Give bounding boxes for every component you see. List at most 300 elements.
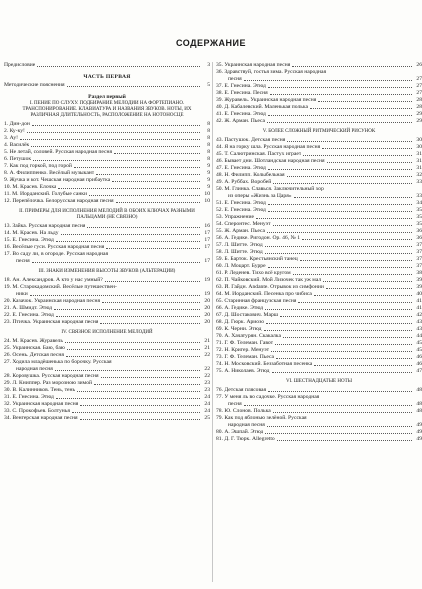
leader-dots [298, 302, 412, 303]
toc-entry [216, 256, 422, 263]
entry-title: 71. Г. Ф. Телеман. Гавот [216, 340, 274, 346]
entry-title: 81. Д. Г. Тюрк. Allegretto [216, 436, 275, 442]
entry-title: 18. Ан. Александров. А кто у нас умный? [4, 277, 103, 283]
entry-title: 29. Л. Книппер. Раз морозною зимой [4, 380, 93, 386]
entry-page: 22 [204, 352, 210, 358]
toc-entry [4, 312, 210, 319]
toc-entry [4, 142, 210, 149]
entry-page: 17 [204, 237, 210, 243]
entry-page: 23 [204, 387, 210, 393]
toc-list-iv [4, 338, 210, 422]
entry-title: 1. Дин-дон [4, 121, 30, 127]
entry-title: 72. Н. Кригер. Менуэт [216, 347, 270, 353]
leader-dots [56, 241, 200, 242]
leader-dots [94, 384, 200, 385]
toc-entry [4, 415, 210, 422]
leader-dots [65, 342, 200, 343]
toc-entry [216, 387, 422, 394]
entry-title: 32. Украинская народная песня [4, 401, 79, 407]
toc-entry [4, 170, 210, 177]
leader-dots [287, 176, 412, 177]
entry-page: 42 [416, 312, 422, 318]
toc-entry [4, 298, 210, 305]
entry-page: 17 [204, 244, 210, 250]
entry-title: 12. Перепёлочка. Белорусская народная песня [4, 198, 114, 204]
leader-dots [314, 295, 412, 296]
leader-dots [244, 405, 412, 406]
entry-title: 10. М. Красев. Ёлочка [4, 184, 57, 190]
leader-dots [268, 115, 412, 116]
chapter-heading-ii: II. ПРИМЕРЫ ДЛЯ ИСПОЛНЕНИЯ МЕЛОДИЙ В ОБОИХ КЛЮЧАХ РАЗНЫМИ ПАЛЬЦАМИ (НЕ СВЯЗНО) [19, 209, 195, 220]
toc-entry [4, 177, 210, 184]
entry-title: 78. Ю. Слонов. Полька [216, 408, 271, 414]
leader-dots [267, 232, 412, 233]
toc-entry [216, 291, 422, 298]
leader-dots [271, 351, 412, 352]
entry-page: 31 [416, 151, 422, 157]
leader-dots [264, 330, 413, 331]
toc-entry [4, 230, 210, 237]
leader-dots [326, 288, 412, 289]
entry-title: 20. Казачок. Украинская народная песня [4, 298, 101, 304]
entry-title: 6. Петушок [4, 156, 32, 162]
toc-entry [216, 69, 422, 76]
entry-page: 10 [204, 198, 210, 204]
entry-page: 9 [207, 170, 210, 176]
entry-page: 46 [416, 361, 422, 367]
entry-title: 5. Не летай, соловей. Русская народная песня [4, 149, 113, 155]
entry-title: 21. А. Шмидт. Этюд [4, 305, 52, 311]
part-heading: ЧАСТЬ ПЕРВАЯ [83, 74, 131, 80]
entry-page: 20 [204, 319, 210, 325]
toc-entry [216, 347, 422, 354]
leader-dots [80, 405, 200, 406]
entry-title: 13. Зайка. Русская народная песня [4, 223, 86, 229]
leader-dots [66, 356, 200, 357]
toc-entry [4, 319, 210, 326]
leader-dots [265, 433, 412, 434]
toc-left-column [4, 62, 210, 422]
entry-title: 23. Птичка. Украинская народная песня [4, 319, 99, 325]
entry-page: 37 [416, 242, 422, 248]
entry-page: 17 [204, 230, 210, 236]
toc-entry [216, 62, 422, 69]
leader-dots [101, 377, 200, 378]
leader-dots [293, 274, 412, 275]
entry-title: 58. Л. Шитте. Этюд [216, 249, 263, 255]
leader-dots [80, 419, 200, 420]
entry-page: 9 [207, 184, 210, 190]
entry-page: 48 [416, 387, 422, 393]
toc-entry [216, 333, 422, 340]
leader-dots [268, 204, 412, 205]
leader-dots [54, 309, 200, 310]
page-title: СОДЕРЖАНИЕ [175, 38, 247, 48]
entry-page: 40 [416, 291, 422, 297]
leader-dots [302, 239, 412, 240]
entry-page: 28 [416, 97, 422, 103]
toc-entry [216, 340, 422, 347]
toc-entry [216, 436, 422, 443]
leader-dots [100, 323, 200, 324]
chapter-heading-vi: VI. ШЕСТНАДЦАТЫЕ НОТЫ [285, 379, 353, 384]
entry-page: 22 [204, 366, 210, 372]
toc-entry [216, 228, 422, 235]
entry-title: 66. А. Гедике. Этюд [216, 305, 264, 311]
entry-title: народная песня [228, 422, 265, 428]
entry-page: 36 [416, 228, 422, 234]
leader-dots [268, 169, 412, 170]
entry-title: 19. М. Старокадомский. Весёлые путешествен- [4, 284, 117, 290]
toc-entry [216, 111, 422, 118]
leader-dots [67, 349, 200, 350]
toc-entry [216, 90, 422, 97]
toc-entry [4, 244, 210, 251]
toc-entry [4, 251, 210, 258]
entry-title: 80. А. Эшпай. Этюд [216, 429, 264, 435]
entry-title: 35. Украинская народная песня [216, 62, 291, 68]
entry-page: 20 [204, 298, 210, 304]
entry-page: 19 [204, 291, 210, 297]
entry-title: 67. Д. Шостакович. Марш [216, 312, 279, 318]
toc-entry [4, 345, 210, 352]
entry-page: 43 [416, 319, 422, 325]
toc-entry [4, 380, 210, 387]
leader-dots [33, 160, 200, 161]
leader-dots [56, 316, 200, 317]
entry-page: 27 [416, 76, 422, 82]
chapter-heading-i: I. ПЕНИЕ ПО СЛУХУ. ПОДБИРАНИЕ МЕЛОДИИ НА ФОРТЕПИАНО. ТРАНСПОНИРОВАНИЕ. КЛАВИАТУРА И НАЗВАНИЯ ЗВУКОВ. НОТЫ, ИХ РАЗЛИЧНАЯ ДЛИТЕЛЬНОСТЬ, РАСПОЛОЖЕНИЕ НА НОТОНОСЦЕ [22, 101, 192, 118]
toc-entry [216, 200, 422, 207]
entry-page: 9 [207, 163, 210, 169]
entry-title: 3. Ау! [4, 135, 19, 141]
leader-dots [268, 267, 412, 268]
toc-entry [216, 305, 422, 312]
entry-title: 57. Л. Шитте. Этюд [216, 242, 263, 248]
leader-dots [96, 174, 200, 175]
entry-page: 24 [204, 394, 210, 400]
leader-dots [32, 262, 200, 263]
entry-page: 24 [204, 401, 210, 407]
chapter-heading-iii: III. ЗНАКИ ИЗМЕНЕНИЯ ВЫСОТЫ ЗВУКОВ (АЛЬТЕРАЦИИ) [38, 269, 176, 274]
entry-title: 40. Д. Кабалевский. Маленькая полька [216, 104, 308, 110]
toc-entry [216, 312, 422, 319]
entry-page: 16 [204, 223, 210, 229]
entry-title: 47. Е. Гнесина. Этюд [216, 165, 266, 171]
entry-page: 19 [204, 277, 210, 283]
toc-entry [216, 326, 422, 333]
entry-title: 14. М. Красев. На льду [4, 230, 59, 236]
toc-entry [4, 258, 210, 265]
leader-dots [268, 87, 412, 88]
entry-page: 8 [207, 121, 210, 127]
entry-page: 8 [207, 149, 210, 155]
entry-title: 17. Во саду ли, в огороде. Русская народная [4, 251, 109, 257]
entry-title: 52. Е. Гнесина. Этюд [216, 207, 266, 213]
toc-entry [4, 184, 210, 191]
entry-page: 8 [207, 156, 210, 162]
entry-page: 9 [207, 177, 210, 183]
entry-title: 75. А. Николаев. Этюд [216, 368, 270, 374]
entry-page: 30 [416, 144, 422, 150]
entry-title: 45. Т. Салютринская. Пастух играет [216, 151, 302, 157]
entry-title: 27. Ходила младёшенька по борочку. Русская [4, 359, 112, 365]
leader-dots [283, 337, 412, 338]
toc-entry [4, 305, 210, 312]
toc-entry [4, 373, 210, 380]
toc-entry [216, 83, 422, 90]
entry-title: 53. Упражнение [216, 214, 254, 220]
leader-dots [276, 358, 412, 359]
entry-page: 24 [204, 408, 210, 414]
entry-title: 65. Старинная французская песня [216, 298, 297, 304]
leader-dots [74, 167, 200, 168]
toc-entry [4, 338, 210, 345]
entry-title: 70. А. Хачатурян. Скакалка [216, 333, 281, 339]
entry-title: 8. А. Филиппенко. Весёлый музыкант [4, 170, 95, 176]
entry-title: 69. К. Черни. Этюд [216, 326, 262, 332]
toc-list-v [216, 137, 422, 375]
entry-title: 33. С. Прокофьев. Болтунья [4, 408, 70, 414]
entry-page: 41 [416, 305, 422, 311]
entry-title: 22. Е. Гнесина. Этюд [4, 312, 54, 318]
entry-title: из оперы «Жизнь за Царя» [228, 193, 292, 199]
entry-title: 28. Коровушка. Русская народная песня [4, 373, 99, 379]
toc-entry [4, 156, 210, 163]
section-heading: Раздел первый [88, 94, 126, 100]
toc-entry [216, 104, 422, 111]
leader-dots [105, 281, 200, 282]
entry-page: 39 [416, 284, 422, 290]
toc-entry [4, 277, 210, 284]
toc-entry [216, 298, 422, 305]
entry-title: Методические пояснения [4, 82, 65, 88]
entry-title: 62. П. Чайковский. Мой Лизочек так уж мал [216, 277, 322, 283]
leader-dots [67, 86, 200, 87]
toc-entry [4, 408, 210, 415]
entry-page: 8 [207, 135, 210, 141]
entry-title: 63. Й. Гайдн. Andante. Отрывок из симфонии [216, 284, 324, 290]
toc-entry [216, 179, 422, 186]
toc-entry [4, 291, 210, 298]
entry-page: 28 [416, 104, 422, 110]
entry-title: 51. Е. Гнесина. Этюд [216, 200, 266, 206]
toc-entry [216, 263, 422, 270]
entry-page: 3 [207, 62, 210, 68]
toc-entry [4, 387, 210, 394]
entry-page: 29 [416, 111, 422, 117]
toc-entry [216, 235, 422, 242]
entry-page: 38 [416, 270, 422, 276]
leader-dots [273, 412, 412, 413]
toc-entry [4, 394, 210, 401]
leader-dots [267, 122, 412, 123]
leader-dots [273, 183, 412, 184]
leader-dots [270, 94, 412, 95]
entry-title: 73. Г. Ф. Телеман. Пьеса [216, 354, 274, 360]
chapter-heading-v: V. БОЛЕЕ СЛОЖНЫЙ РИТМИЧЕСКИЙ РИСУНОК [262, 129, 376, 134]
leader-dots [61, 234, 200, 235]
entry-page: 39 [416, 277, 422, 283]
entry-title: 36. Здравствуй, гостья зима. Русская народная [216, 69, 327, 75]
entry-title: 16. Весёлые гуси. Русская народная песня [4, 244, 105, 250]
leader-dots [116, 202, 200, 203]
toc-entry [4, 237, 210, 244]
entry-page: 48 [416, 408, 422, 414]
toc-entry [216, 249, 422, 256]
entry-page: 41 [416, 298, 422, 304]
entry-title: 39. Журавель. Украинская народная песня [216, 97, 317, 103]
entry-title: 56. А. Гедике. Ригодон. Ор. 46, № 1 [216, 235, 301, 241]
toc-entry [216, 284, 422, 291]
leader-dots [323, 281, 412, 282]
leader-dots [89, 195, 200, 196]
entry-title: 43. Пастушок. Детская песня [216, 137, 286, 143]
entry-page: 31 [416, 158, 422, 164]
toc-list-iii [4, 277, 210, 326]
entry-title: 64. М. Иорданский. Песенка про чибиса [216, 291, 312, 297]
toc-entry [216, 172, 422, 179]
toc-list-vi [216, 387, 422, 443]
entry-title: песня [228, 76, 242, 82]
leader-dots [31, 146, 200, 147]
toc-right-column [216, 62, 422, 443]
toc-entry [4, 223, 210, 230]
leader-dots [310, 108, 412, 109]
toc-entry [216, 394, 422, 401]
leader-dots [72, 412, 200, 413]
entry-title: 74. Н. Московский. Беззаботная песенка [216, 361, 313, 367]
toc-entry [216, 165, 422, 172]
entry-title: песня [228, 401, 242, 407]
toc-entry [216, 137, 422, 144]
leader-dots [273, 225, 412, 226]
leader-dots [58, 188, 200, 189]
entry-title: 24. М. Красев. Журавель [4, 338, 63, 344]
leader-dots [322, 148, 412, 149]
toc-entry-methodical [4, 82, 210, 89]
entry-title: 55. Ж. Арман. Пьеса [216, 228, 265, 234]
leader-dots [20, 139, 200, 140]
entry-page: 32 [416, 172, 422, 178]
leader-dots [37, 66, 200, 67]
entry-title: 42. Ж. Арман. Пьеса [216, 118, 265, 124]
leader-dots [77, 391, 200, 392]
toc-entry [216, 242, 422, 249]
entry-page: 5 [207, 82, 210, 88]
entry-page: 45 [416, 347, 422, 353]
entry-page: 22 [204, 373, 210, 379]
leader-dots [55, 370, 200, 371]
toc-entry [4, 121, 210, 128]
entry-page: 17 [204, 258, 210, 264]
toc-entry [216, 319, 422, 326]
toc-entry [216, 76, 422, 83]
entry-page: 37 [416, 256, 422, 262]
leader-dots [106, 248, 200, 249]
toc-entry-preface [4, 62, 210, 69]
toc-entry [216, 270, 422, 277]
entry-page: 35 [416, 214, 422, 220]
toc-entry [216, 422, 422, 429]
entry-title: 31. Е. Гнесина. Этюд [4, 394, 54, 400]
entry-page: 47 [416, 368, 422, 374]
entry-title: 50. М. Глинка. Славься. Заключительный хор [216, 186, 324, 192]
entry-page: 43 [416, 326, 422, 332]
entry-title: песня [16, 258, 30, 264]
leader-dots [327, 162, 412, 163]
entry-title: 41. Е. Гнесина. Этюд [216, 111, 266, 117]
leader-dots [267, 426, 412, 427]
leader-dots [280, 316, 412, 317]
leader-dots [266, 323, 412, 324]
entry-page: 30 [416, 137, 422, 143]
entry-page: 23 [204, 380, 210, 386]
entry-title: 76. Детская плясовая [216, 387, 267, 393]
leader-dots [268, 211, 412, 212]
entry-page: 35 [416, 207, 422, 213]
entry-page: 36 [416, 235, 422, 241]
entry-title: 2. Ку-ку! [4, 128, 25, 134]
leader-dots [287, 141, 412, 142]
entry-page: 46 [416, 354, 422, 360]
entry-page: 27 [416, 83, 422, 89]
entry-title: 68. Д. Гюрк. Ариозо [216, 319, 265, 325]
toc-entry [4, 128, 210, 135]
entry-title: 38. Е. Гнесина. Песня [216, 90, 268, 96]
toc-entry [4, 284, 210, 291]
toc-entry [4, 366, 210, 373]
toc-entry [216, 214, 422, 221]
entry-title: 15. Е. Гнесина. Этюд [4, 237, 54, 243]
entry-page: 20 [204, 312, 210, 318]
toc-entry [4, 352, 210, 359]
entry-title: 44. Я на горку шла. Русская народная песня [216, 144, 321, 150]
leader-dots [292, 66, 412, 67]
entry-title: 26. Осень. Детская песня [4, 352, 64, 358]
toc-entry [216, 207, 422, 214]
toc-entry [216, 408, 422, 415]
column-divider [212, 62, 213, 582]
entry-page: 49 [416, 436, 422, 442]
entry-page: 48 [416, 401, 422, 407]
leader-dots [244, 80, 412, 81]
leader-dots [314, 365, 412, 366]
toc-list-i [4, 121, 210, 205]
toc-entry [216, 144, 422, 151]
entry-page: 37 [416, 249, 422, 255]
toc-entry [216, 158, 422, 165]
leader-dots [102, 302, 200, 303]
leader-dots [303, 155, 412, 156]
leader-dots [265, 253, 412, 254]
leader-dots [265, 309, 412, 310]
entry-title: 59. Б. Барток. Крестьянский танец [216, 256, 298, 262]
toc-entry [216, 186, 422, 193]
entry-page: 20 [204, 305, 210, 311]
leader-dots [268, 391, 412, 392]
entry-page: 26 [416, 62, 422, 68]
entry-title: 54. Сперонтес. Менуэт [216, 221, 271, 227]
entry-title: 48. Н. Филипп. Колыбельная [216, 172, 285, 178]
entry-title: 60. Л. Моцарт. Бурре [216, 263, 266, 269]
entry-title: 77. У меня ль во садочке. Русская народная [216, 394, 320, 400]
entry-page: 21 [204, 345, 210, 351]
entry-page: 10 [204, 191, 210, 197]
entry-title: народная песня [16, 366, 53, 372]
toc-entry [216, 193, 422, 200]
entry-page: 21 [204, 338, 210, 344]
